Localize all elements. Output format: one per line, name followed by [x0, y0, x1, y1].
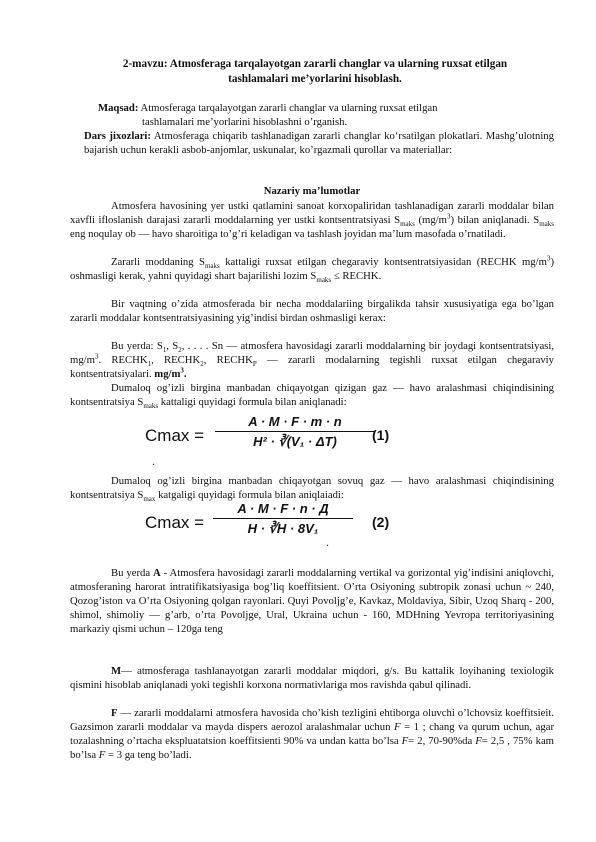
formula-2-dot: . — [326, 535, 329, 549]
formula-2-fraction — [213, 501, 353, 537]
lesson-title — [70, 57, 560, 87]
formula-1-lhs: Cmax = — [145, 426, 205, 445]
paragraph-1: Atmosfera havosining yer ustki qatlamini sanoat korxopaliridan tashlanadigan zararli moddalar bilan xavfli ifloslanish darajasi zararli moddalarning yer ustki kontsentratsiyasi $S_{maks}$ $(mg/m^3)$ bilan aniqlanadi. $S_{maks}$ eng noqulay ob — havo sharoitiga to’g’ri keladigan va tashlash joyidan ma’lum masofada o’rnatiladi. — [70, 200, 555, 240]
paragraph-2: Zararli moddaning $S_{maks}$ kattaligi ruxsat etilgan chegaraviy kontsentratsiyasidan (RECHK $mg/m^3$) oshmasligi kerak, yahni quyidagi shart bajarilishi lozim $S_{maks}$ ≤ RECHK. — [70, 254, 554, 285]
dars-paragraph — [84, 129, 554, 157]
paragraph-4: Bu yerda: $S_1$, $S_2$, . . . . Sn — atmosfera havosidagi zararli moddalarning bir joydagi kontsentratsiyasi, $mg/m^3$. $RECHK_1$, $RECHK_2$, $RECHK_P$ — zararli modalarning tegishli ruxsat etilgan chegaraviy kontsentratsiyalari. $mg/m^3$. — [70, 340, 554, 380]
maqsad-text: Atmosferaga tarqalayotgan zararli changlar va ularning ruxsat etilgan — [138, 102, 438, 114]
maqsad-label: Maqsad: — [98, 102, 139, 114]
title-line-1: 2-mavzu: Atmosferaga tarqalayotgan zararli changlar va ularning ruxsat etilgan — [122, 58, 508, 70]
paragraph-5: Dumaloq og’izli birgina manbadan chiqayotgan qizigan gaz — havo aralashmasi chiqindisining kontsentratsiya $S_{maks}$ kattaligi quyidagi formula bilan aniqlanadi: — [70, 382, 554, 411]
formula-1-dot: . — [152, 454, 155, 468]
paragraph-6: Dumaloq og’izli birgina manbadan chiqayotgan sovuq gaz — havo aralashmasi chiqindisining kontsentratsiya $S_{max}$ katgaligi quyidagi formula bilan aniqlaiadi: — [70, 475, 554, 504]
maqsad-paragraph — [98, 101, 554, 129]
title-line-2: tashlamalari me’yorlarini hisoblash. — [228, 73, 402, 85]
formula-2-lhs: Cmax = — [145, 513, 205, 532]
paragraph-7: Bu yerda A - Atmosfera havosidagi zararli moddalarning vertikal va gorizontal yig’indisini aniqlovchi, atmosferaning harorat intratifikatsiyasiga bog’liq koeffitsient. O’rta Osiyoning subtropik zonasi uchun ~ 240, Qozog’iston va O’rta Osiyoning qolgan rayonlari. Quyi Povoljg’e, Kavkaz, Moldaviya, Sibir, Uzoq Sharq - 200, shimol, shimoliy — g’arb, o’rta Povoljge, Ural, Ukraina uchun - 160, MDHning Yevropa territoriyasining markaziy qismi uchun – 120ga teng — [70, 567, 554, 635]
paragraph-9: F — zararli moddalarni atmosfera havosida cho’kish tezligini ehtiborga oluvchi o’lchovsiz koeffitsieit. Gazsimon zararli moddalar va mayda dispers aerozol aralashmalar uchun F = 1 ; chang va qurum uchun, agar tozalashning o’rtacha ekspluatatsion koeffitsienti 90% va undan katta bo’lsa F= 2, 70-90%da F= 2,5 , 75% kam bo’lsa F = 3 ga teng bo’ladi. — [70, 707, 555, 761]
dars-text: Atmosferaga chiqarib tashlanadigan zararli changlar ko‘rsatilgan plokatlari. Mashg’ulotning bajarish uchun kerakli asbob-anjomlar, uskunalar, ko’rgazmali qurollar va materiallar: — [84, 130, 554, 156]
formula-1-label: (1) — [372, 427, 390, 443]
dars-label: Dars jixozlari: — [84, 130, 151, 142]
formula-1-denominator: H² · ∛(V₁ · ΔT) — [253, 434, 337, 449]
formula-1-fraction — [215, 414, 375, 450]
paragraph-3: Bir vaqtning o’zida atmosferada bir necha moddalariing birgalikda tahsir xususiyatiga ega bo’lgan zararli moddalar kontsentratsiyasining yig’indisi birdan oshmasligi kerax: — [70, 298, 554, 324]
section-heading: Nazariy ma’lumotlar — [263, 185, 361, 197]
formula-2-numerator: A · M · F · n · Д — [237, 501, 329, 516]
formula-2 — [145, 501, 405, 551]
formula-1-numerator: A · M · F · m · n — [248, 414, 342, 429]
maqsad-line-2: tashlamalari me’yorlarini hisoblashni o’rganish. — [142, 116, 348, 128]
formula-2-denominator: H · ∛H · 8V₁ — [247, 521, 319, 536]
paragraph-8: M— atmosferaga tashlanayotgan zararli moddalar miqdori, g/s. Bu kattalik loyihaning texiologik qismini hisoblab aniqlanadi yoki tegishli korxona normativlariga mos ravishda qabul qilinadi. — [70, 665, 554, 691]
formula-1 — [145, 414, 405, 468]
formula-2-label: (2) — [372, 514, 390, 530]
